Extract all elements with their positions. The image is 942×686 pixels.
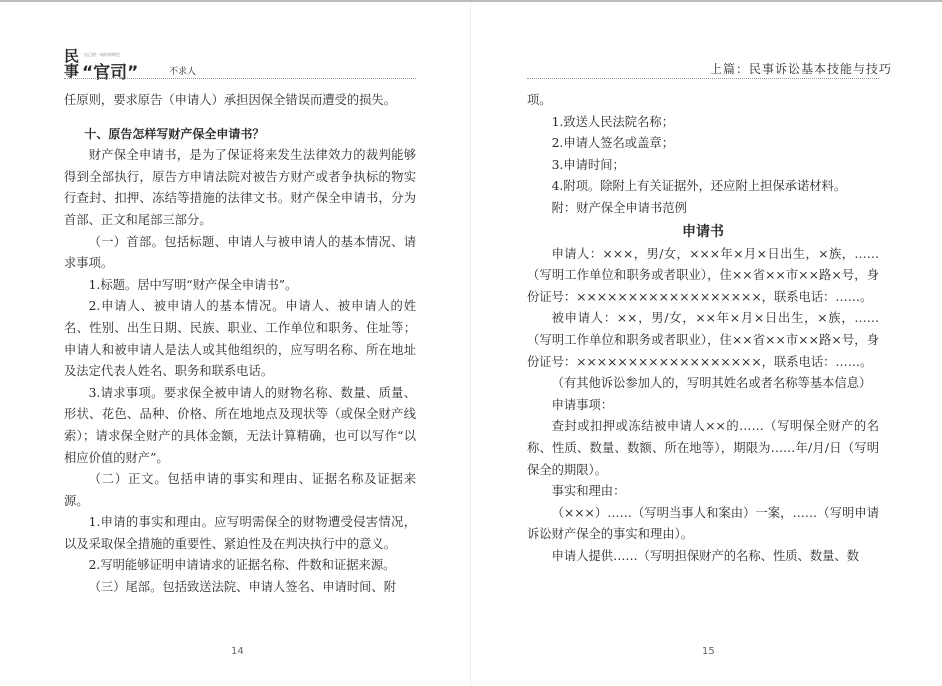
- section-heading: 十、原告怎样写财产保全申请书？: [84, 126, 265, 141]
- body-paragraph: 事实和理由：: [551, 484, 626, 499]
- logo-tagline: 自己的一场好的辩论: [84, 52, 120, 57]
- body-paragraph: 申请事项：: [551, 397, 614, 412]
- list-item: 2.申请人签名或盖章；: [551, 136, 674, 151]
- page-number: 15: [702, 646, 715, 657]
- body-paragraph: （有其他诉讼参加人的，写明其姓名或者名称等基本信息）: [551, 376, 872, 391]
- header-divider: [64, 78, 416, 79]
- body-paragraph: 2.写明能够证明申请请求的证据名称、件数和证据来源。: [88, 558, 396, 573]
- sample-document-title: 申请书: [682, 223, 724, 240]
- body-paragraph: （二）正文。包括申请的事实和理由、证据名称及证据来源。: [64, 472, 416, 508]
- body-paragraph: （×××）……（写明当事人和案由）一案，……（写明申请诉讼财产保全的事实和理由）。: [527, 505, 879, 542]
- body-paragraph: （一）首部。包括标题、申请人与被申请人的基本情况、请求事项。: [64, 234, 416, 271]
- body-paragraph: 2.申请人、被申请人的基本情况。申请人、被申请人的姓名、性别、出生日期、民族、职业、工作单位和职务、住址等；申请人和被申请人是法人或其他组织的，应写明名称、所在地址及法定代表人姓名、职务和联系电话。: [64, 299, 416, 379]
- list-item: 1.致送人民法院名称；: [551, 114, 674, 129]
- body-paragraph: 3.请求事项。要求保全被申请人的财物名称、数量、质量、形状、花色、品种、价格、所在地地点及现状等（或保全财产线索）；请求保全财产的具体金额，无法计算精确，也可以写作“以相应价值的财产”。: [64, 385, 416, 465]
- body-paragraph: 申请人提供……（写明担保财产的名称、性质、数量、数: [551, 548, 860, 563]
- body-paragraph: 任原则，要求原告（申请人）承担因保全错误而遭受的损失。: [64, 93, 397, 107]
- logo-guansi: “官司”: [82, 63, 139, 83]
- list-item: 4.附项。除附上有关证据外，还应附上担保承诺材料。: [551, 179, 847, 194]
- page-number: 14: [231, 646, 244, 657]
- body-paragraph: 查封或扣押或冻结被申请人××的……（写明保全财产的名称、性质、数量、数额、所在地等），期限为……年/月/日（写明保全的期限）。: [527, 419, 879, 477]
- header-divider: [527, 78, 879, 79]
- appendix-label: 附：财产保全申请书范例: [551, 200, 687, 215]
- body-paragraph: （三）尾部。包括致送法院、申请人签名、申请时间、附: [88, 580, 397, 595]
- running-header-title: 上篇：民事诉讼基本技能与技巧: [709, 62, 892, 76]
- right-page-body: [527, 90, 879, 567]
- body-paragraph: 财产保全申请书，是为了保证将来发生法律效力的裁判能够得到全部执行，原告方申请法院对被告方财产或者争执标的物实行查封、扣押、冻结等措施的法律文书。财产保全申请书，分为首部、正文和尾部三部分。: [64, 148, 416, 227]
- right-page: [471, 0, 942, 686]
- logo-buqiuren: 不求人: [169, 67, 197, 77]
- logo-char-shi: 事: [64, 62, 80, 80]
- body-paragraph: 1.标题。居中写明“财产保全申请书”。: [88, 277, 298, 292]
- body-paragraph: 被申请人：××，男/女，××年×月×日出生，×族，……（写明工作单位和职务或者职业），住××省××市××路×号，身份证号：××××××××××××××××××，联系电话：……。: [527, 311, 879, 369]
- body-paragraph: 申请人：×××，男/女，×××年×月×日出生，×族，……（写明工作单位和职务或者职业），住××省××市××路×号，身份证号：××××××××××××××××××，联系电话：……。: [527, 246, 879, 304]
- left-page-body: [64, 90, 416, 599]
- body-paragraph: 项。: [527, 93, 552, 107]
- body-paragraph: 1.申请的事实和理由。应写明需保全的财物遭受侵害情况，以及采取保全措施的重要性、紧迫性及在判决执行中的意义。: [64, 515, 416, 551]
- list-item: 3.申请时间；: [551, 157, 625, 172]
- logo-char-min: 民: [64, 47, 80, 65]
